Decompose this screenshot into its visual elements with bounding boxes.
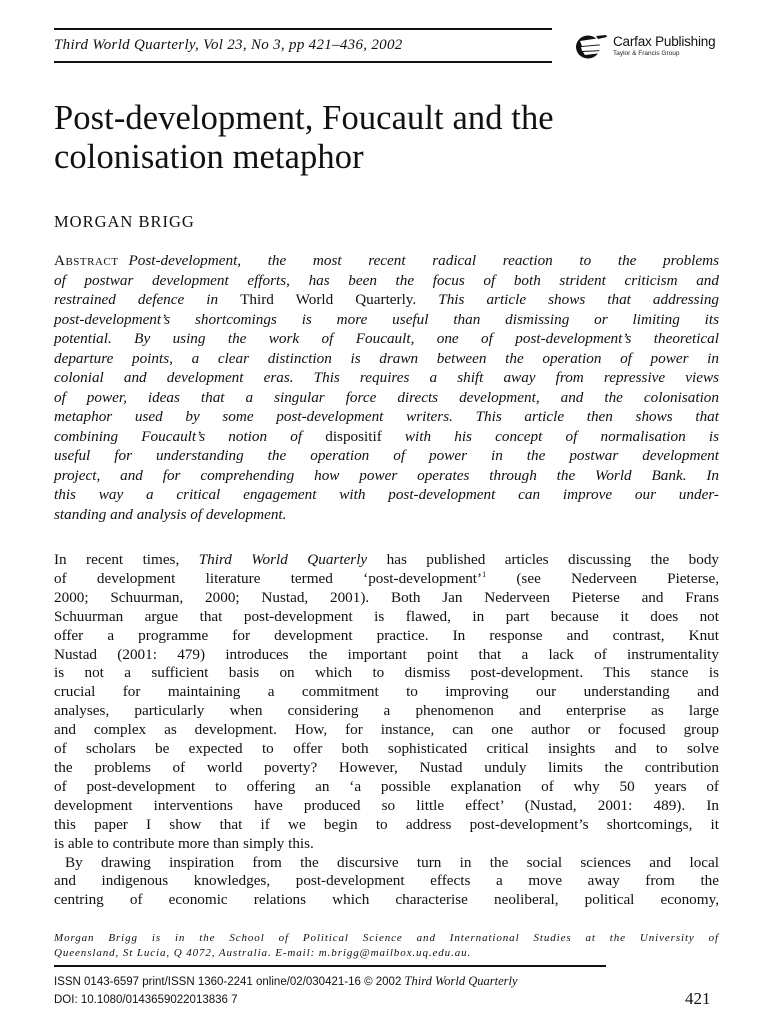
journal-name: Third World Quarterly — [198, 551, 368, 568]
publisher-name: Carfax Publishing — [613, 33, 716, 49]
body-line: and complex as development. How, for instance, can one author or focused group — [54, 721, 719, 739]
body-line: Nustad (2001: 479) introduces the important point that a lack of instrumentality — [54, 645, 719, 663]
body-line: this paper I show that if we begin to address post-development’s shortcomings, it — [54, 815, 719, 833]
abstract-line: departure points, a clear distinction is drawn between the operation of power in — [54, 349, 719, 367]
author-affiliation-footnote — [54, 931, 719, 961]
body-line: is able to contribute more than simply this. — [54, 834, 314, 852]
publisher-logo-block — [574, 32, 715, 60]
body-line: centring of economic relations which characterise neoliberal, political economy, — [54, 891, 719, 909]
header-top-rule — [54, 28, 552, 30]
journal-name: Third World Quarterly. — [240, 291, 417, 308]
body-line: crucial for maintaining a commitment to improving our understanding and — [54, 683, 719, 701]
article-title — [54, 99, 734, 177]
body-line: analyses, particularly when considering a phenomenon and enterprise as large — [54, 702, 719, 720]
title-line-2: colonisation metaphor — [54, 138, 364, 176]
abstract-text: restrained defence in — [54, 291, 219, 308]
running-header: Third World Quarterly, Vol 23, No 3, pp 421–436, 2002 — [54, 37, 403, 53]
body-line: development interventions have produced so little effect’ (Nustad, 2001: 489). In — [54, 796, 719, 814]
publisher-group: Taylor & Francis Group — [613, 49, 680, 57]
footnote-line: Morgan Brigg is in the School of Political Science and International Studies at the University of — [54, 932, 719, 944]
body-line: 2000; Schuurman, 2000; Nustad, 2001). Both Jan Nederveen Pieterse and Frans — [54, 588, 719, 606]
abstract-line: useful for understanding the operation of power in the postwar development — [54, 447, 719, 464]
term-dispositif: dispositif — [325, 427, 382, 445]
issn-text: ISSN 0143-6597 print/ISSN 1360-2241 online/02/030421-16 © 2002 — [54, 976, 402, 988]
body-text-fragment: In recent times, — [54, 551, 180, 568]
abstract-text: with his concept of normalisation is — [404, 427, 719, 445]
page-number: 421 — [685, 989, 711, 1008]
abstract-text: This article shows that addressing — [438, 291, 720, 308]
body-line: of post-development to offering an ‘a possible explanation of why 50 years of — [54, 777, 719, 795]
abstract — [54, 251, 719, 524]
body-line: Schuurman argue that post-development is flawed, in part because it does not — [54, 607, 719, 625]
body-line: and indigenous knowledges, post-development effects a move away from the — [54, 872, 719, 890]
footnote-line: Queensland, St Lucia, Q 4072, Australia. E-mail: m.brigg@mailbox.uq.edu.au. — [54, 947, 472, 959]
abstract-line: colonial and development eras. This requires a shift away from repressive views — [54, 369, 719, 386]
journal-name: Third World Quarterly — [404, 974, 518, 988]
abstract-line: this way a critical engagement with post-development can improve our under- — [54, 486, 719, 503]
body-line: of scholars be expected to offer both sophisticated critical insights and to solve — [54, 740, 719, 758]
footnote-reference[interactable]: 1 — [482, 569, 487, 579]
abstract-text: combining Foucault’s notion of — [54, 427, 303, 445]
body-line: By drawing inspiration from the discursive turn in the social sciences and local — [65, 853, 719, 871]
body-text-fragment: (see Nederveen Pieterse, — [486, 569, 719, 587]
abstract-line: metaphor used by some post-development writers. This article then shows that — [54, 408, 719, 425]
abstract-line: of postwar development efforts, has been the focus of both strident criticism and — [54, 271, 719, 289]
title-line-1: Post-development, Foucault and the — [54, 99, 554, 137]
body-text-fragment: of development literature termed ‘post-development’ — [54, 569, 483, 587]
abstract-line: post-development’s shortcomings is more useful than dismissing or limiting its — [54, 310, 719, 328]
abstract-line: Post-development, the most recent radical reaction to the problems — [128, 252, 719, 269]
header-bottom-rule — [54, 61, 552, 63]
doi-text: DOI: 10.1080/0143659022013836 7 — [54, 994, 238, 1006]
abstract-line: potential. By using the work of Foucault, one of post-development’s theoretical — [54, 330, 719, 347]
carfax-flag-logo-icon — [574, 32, 608, 60]
abstract-label: Abstract — [54, 252, 119, 269]
abstract-line: of power, ideas that a singular force directs development, and the colonisation — [54, 388, 719, 406]
body-line: offer a programme for development practice. In response and contrast, Knut — [54, 626, 719, 644]
footer-rule — [54, 965, 606, 967]
issn-block — [54, 972, 518, 1009]
abstract-line: standing and analysis of development. — [54, 505, 287, 523]
body-text-fragment: has published articles discussing the body — [386, 551, 720, 568]
abstract-line: project, and for comprehending how power operates through the World Bank. In — [54, 466, 719, 484]
author-name: MORGAN BRIGG — [54, 212, 195, 231]
body-text — [54, 551, 719, 910]
body-line: the problems of world poverty? However, Nustad unduly limits the contribution — [54, 758, 719, 776]
body-line: is not a sufficient basis on which to dismiss post-development. This stance is — [54, 664, 719, 682]
